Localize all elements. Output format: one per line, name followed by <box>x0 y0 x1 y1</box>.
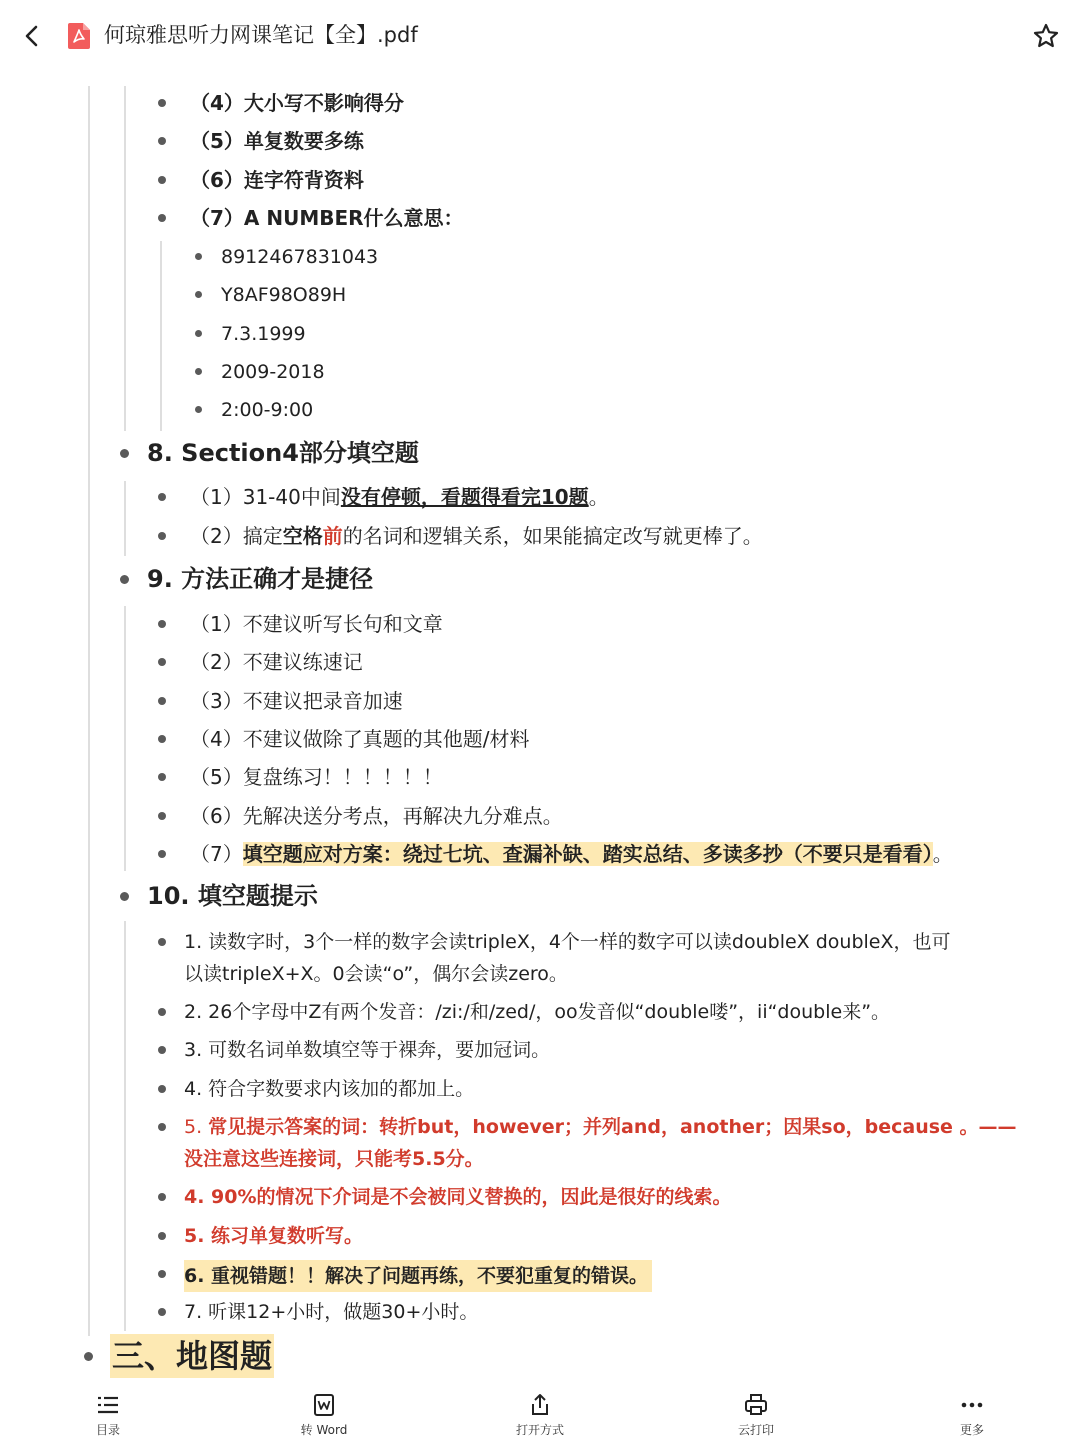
chevron-left-icon <box>14 18 50 54</box>
star-icon <box>1028 18 1064 54</box>
list-icon <box>95 1392 121 1418</box>
toc-button[interactable]: 目录 <box>48 1392 168 1440</box>
convert-word-button[interactable]: 转 Word <box>264 1392 384 1440</box>
top-bar <box>0 0 1080 72</box>
highlighted-text: 填空题应对方案：绕过七坑、查漏补缺、踏实总结、多读多抄（不要只是看看） <box>242 842 933 866</box>
printer-icon <box>743 1392 769 1418</box>
outline-guide <box>124 86 126 431</box>
document-page[interactable]: （4）大小写不影响得分 （5）单复数要多练 （6）连字符背资料 （7）A NUMBER什么意思： 8912467831043 Y8AF98O89H 7.3.1999 2009-2018 2:00-9:00 8. Section4部分填空题 （1）31-40中间没有停顿，看题得看完10题。 （2）搞定空格前的名词和逻辑关系，如果能搞定改写就更棒了。 9. 方法正确才是捷径 （1）不建议听写长句和文章 （2）不建议练速记 （3）不建议把录音加速 （4）不建议做除了真题的其他题/材料 （5）复盘练习！！！！！！ （6）先解决送分考点，再解决九分难点。 （7）填空题应对方案：绕过七坑、查漏补缺、踏实总结、多读多抄（不要只是看看）。 10. 填空题提示 1. 读数字时，3个一样的数字会读tripleX，4个一样的数字可以读doubleX doubleX，也可 以读tripleX+X。0会读“o”，偶尔会读zero。 2. 26个字母中Z有两个发音：/zi:/和/zed/，oo发音似“double喽”，ii“double来”。 3. 可数名词单数填空等于裸奔，要加冠词。 4. 符合字数要求内该加的都加上。 5. 常见提示答案的词：转折but，however；并列and，another；因果so，because 。—— 没注意这些连接词，只能考5.5分。 4. 90%的情况下介词是不会被同义替换的，因此是很好的线索。 5. 练习单复数听写。 6. 重视错题！！解决了问题再练，不要犯重复的错误。 7. 听课12+小时，做题30+小时。 三、地图题 <box>0 76 1080 1386</box>
bottom-toolbar <box>0 1386 1080 1440</box>
document-title: 何琼雅思听力网课笔记【全】.pdf <box>104 23 418 47</box>
open-with-button[interactable]: 打开方式 <box>480 1392 600 1440</box>
highlighted-text: 6. 重视错题！！解决了问题再练，不要犯重复的错误。 <box>184 1260 652 1292</box>
outline-guide <box>124 481 126 556</box>
favorite-button[interactable] <box>1028 18 1064 54</box>
cloud-print-button[interactable]: 云打印 <box>696 1392 816 1440</box>
share-icon <box>527 1392 553 1418</box>
word-icon <box>311 1392 337 1418</box>
more-icon <box>959 1392 985 1418</box>
outline-guide <box>124 921 126 1331</box>
back-button[interactable] <box>14 18 50 54</box>
outline-guide <box>88 86 90 1336</box>
outline-guide <box>160 241 162 431</box>
outline-guide <box>124 606 126 871</box>
pdf-icon <box>68 23 90 49</box>
more-button[interactable]: 更多 <box>912 1392 1032 1440</box>
